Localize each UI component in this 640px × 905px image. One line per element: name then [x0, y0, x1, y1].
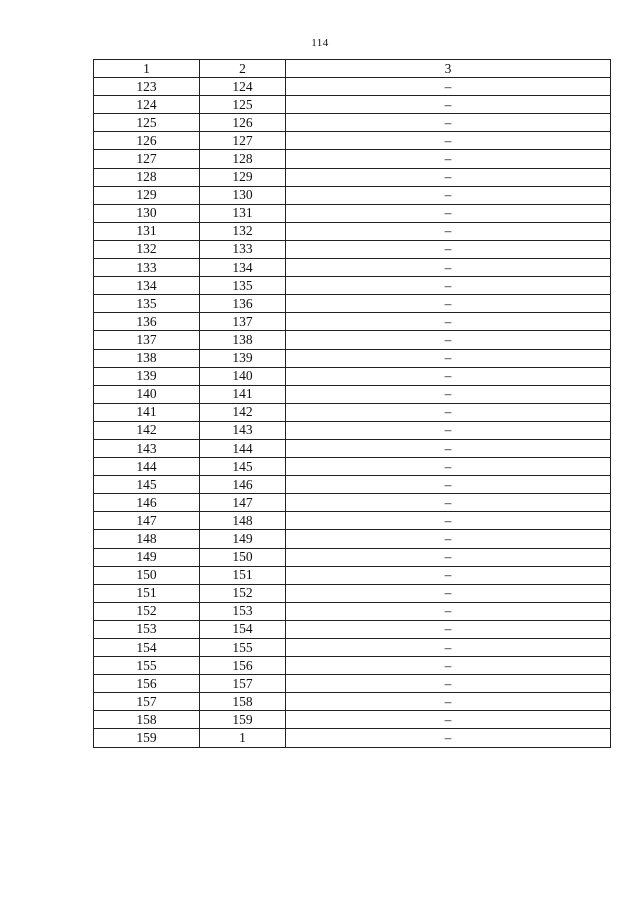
table-cell-col-1: 147: [94, 512, 200, 530]
table-cell-col-1: 133: [94, 259, 200, 277]
table-cell-col-2: 150: [200, 548, 286, 566]
table-cell-col-2: 140: [200, 367, 286, 385]
table-cell-col-3: –: [286, 530, 611, 548]
table-cell-col-1: 156: [94, 675, 200, 693]
table-cell-col-3: –: [286, 657, 611, 675]
table-row: [94, 729, 611, 747]
table-cell-col-3: –: [286, 403, 611, 421]
table-cell-col-2: 153: [200, 602, 286, 620]
table-cell-col-3: –: [286, 367, 611, 385]
table-cell-col-1: 154: [94, 639, 200, 657]
table-row: [94, 150, 611, 168]
table-cell-col-3: –: [286, 222, 611, 240]
table-cell-col-2: 131: [200, 204, 286, 222]
table-cell-col-2: 125: [200, 96, 286, 114]
table-row: [94, 403, 611, 421]
table-cell-col-3: –: [286, 114, 611, 132]
table-cell-col-1: 125: [94, 114, 200, 132]
table-cell-col-1: 124: [94, 96, 200, 114]
table-cell-col-3: –: [286, 548, 611, 566]
table-cell-col-1: 143: [94, 439, 200, 457]
table-cell-col-3: –: [286, 476, 611, 494]
table-cell-col-2: 137: [200, 313, 286, 331]
table-row: [94, 602, 611, 620]
table-cell-col-2: 158: [200, 693, 286, 711]
table-cell-col-2: 135: [200, 277, 286, 295]
table-cell-col-3: –: [286, 204, 611, 222]
table-cell-col-2: 152: [200, 584, 286, 602]
table-cell-col-3: –: [286, 693, 611, 711]
table-cell-col-3: –: [286, 729, 611, 747]
table-cell-col-1: 126: [94, 132, 200, 150]
table-cell-col-3: –: [286, 132, 611, 150]
table-cell-col-1: 148: [94, 530, 200, 548]
table-cell-col-1: 145: [94, 476, 200, 494]
table-cell-col-2: 1: [200, 729, 286, 747]
table-cell-col-1: 129: [94, 186, 200, 204]
table-row: [94, 259, 611, 277]
table-cell-col-2: 144: [200, 439, 286, 457]
table-cell-col-1: 132: [94, 240, 200, 258]
table-row: [94, 331, 611, 349]
table-cell-col-1: 158: [94, 711, 200, 729]
table-cell-col-2: 157: [200, 675, 286, 693]
table-cell-col-1: 130: [94, 204, 200, 222]
table-cell-col-1: 123: [94, 78, 200, 96]
table-row: [94, 240, 611, 258]
table-cell-col-2: 142: [200, 403, 286, 421]
table-cell-col-3: –: [286, 240, 611, 258]
table-row: [94, 168, 611, 186]
table-cell-col-2: 136: [200, 295, 286, 313]
table-cell-col-1: 159: [94, 729, 200, 747]
table-cell-col-2: 127: [200, 132, 286, 150]
table-row: [94, 421, 611, 439]
table-row: [94, 222, 611, 240]
table-row: [94, 711, 611, 729]
table-cell-col-3: –: [286, 566, 611, 584]
column-header-1: 1: [94, 60, 200, 78]
table-row: [94, 204, 611, 222]
table-cell-col-1: 136: [94, 313, 200, 331]
table-cell-col-1: 155: [94, 657, 200, 675]
table-cell-col-2: 139: [200, 349, 286, 367]
table-row: [94, 277, 611, 295]
table-cell-col-2: 124: [200, 78, 286, 96]
table-row: [94, 476, 611, 494]
data-table: [93, 59, 611, 748]
table-cell-col-1: 135: [94, 295, 200, 313]
table-header-row: [94, 60, 611, 78]
table-cell-col-3: –: [286, 439, 611, 457]
column-header-3: 3: [286, 60, 611, 78]
table-cell-col-1: 139: [94, 367, 200, 385]
table-cell-col-3: –: [286, 349, 611, 367]
table-cell-col-3: –: [286, 494, 611, 512]
table-cell-col-2: 147: [200, 494, 286, 512]
table-row: [94, 566, 611, 584]
table-cell-col-2: 156: [200, 657, 286, 675]
table-row: [94, 548, 611, 566]
table-cell-col-3: –: [286, 78, 611, 96]
table-cell-col-1: 144: [94, 458, 200, 476]
table-cell-col-2: 130: [200, 186, 286, 204]
table-cell-col-1: 146: [94, 494, 200, 512]
table-cell-col-2: 151: [200, 566, 286, 584]
table-cell-col-2: 134: [200, 259, 286, 277]
table-cell-col-3: –: [286, 602, 611, 620]
table-cell-col-1: 149: [94, 548, 200, 566]
table-row: [94, 458, 611, 476]
table-cell-col-3: –: [286, 675, 611, 693]
table-row: [94, 313, 611, 331]
table-row: [94, 657, 611, 675]
table-cell-col-3: –: [286, 259, 611, 277]
table-cell-col-2: 141: [200, 385, 286, 403]
table-cell-col-2: 128: [200, 150, 286, 168]
table-row: [94, 132, 611, 150]
table-cell-col-2: 154: [200, 620, 286, 638]
table-cell-col-3: –: [286, 711, 611, 729]
table-cell-col-1: 127: [94, 150, 200, 168]
table-row: [94, 114, 611, 132]
table-cell-col-3: –: [286, 150, 611, 168]
table-row: [94, 512, 611, 530]
table-cell-col-1: 152: [94, 602, 200, 620]
table-row: [94, 530, 611, 548]
table-cell-col-3: –: [286, 639, 611, 657]
table-cell-col-2: 155: [200, 639, 286, 657]
table-cell-col-1: 131: [94, 222, 200, 240]
table-row: [94, 349, 611, 367]
table-row: [94, 584, 611, 602]
table-cell-col-2: 145: [200, 458, 286, 476]
table-row: [94, 494, 611, 512]
table-cell-col-1: 142: [94, 421, 200, 439]
table-cell-col-1: 153: [94, 620, 200, 638]
table-cell-col-1: 151: [94, 584, 200, 602]
table-row: [94, 693, 611, 711]
table-cell-col-2: 143: [200, 421, 286, 439]
table-cell-col-3: –: [286, 584, 611, 602]
table-row: [94, 439, 611, 457]
table-cell-col-2: 148: [200, 512, 286, 530]
table-cell-col-3: –: [286, 96, 611, 114]
table-cell-col-3: –: [286, 295, 611, 313]
table-cell-col-1: 138: [94, 349, 200, 367]
table-row: [94, 675, 611, 693]
column-header-2: 2: [200, 60, 286, 78]
table-cell-col-2: 132: [200, 222, 286, 240]
table-body: [94, 78, 611, 747]
table-cell-col-3: –: [286, 458, 611, 476]
table-cell-col-3: –: [286, 620, 611, 638]
table-cell-col-3: –: [286, 421, 611, 439]
table-cell-col-2: 138: [200, 331, 286, 349]
table-cell-col-3: –: [286, 313, 611, 331]
table-row: [94, 96, 611, 114]
table-cell-col-1: 134: [94, 277, 200, 295]
table-row: [94, 385, 611, 403]
table-cell-col-3: –: [286, 512, 611, 530]
table-row: [94, 186, 611, 204]
table-row: [94, 620, 611, 638]
table-cell-col-3: –: [286, 331, 611, 349]
table-cell-col-1: 128: [94, 168, 200, 186]
table-cell-col-2: 159: [200, 711, 286, 729]
table-cell-col-1: 140: [94, 385, 200, 403]
table-cell-col-1: 150: [94, 566, 200, 584]
table-cell-col-2: 126: [200, 114, 286, 132]
table-cell-col-1: 137: [94, 331, 200, 349]
table-row: [94, 639, 611, 657]
table-cell-col-2: 149: [200, 530, 286, 548]
table-row: [94, 367, 611, 385]
page-number: 114: [311, 37, 329, 49]
table-cell-col-3: –: [286, 277, 611, 295]
table-cell-col-2: 129: [200, 168, 286, 186]
table-cell-col-2: 133: [200, 240, 286, 258]
table-cell-col-1: 141: [94, 403, 200, 421]
table-row: [94, 295, 611, 313]
table-cell-col-3: –: [286, 168, 611, 186]
table-row: [94, 78, 611, 96]
table-cell-col-3: –: [286, 186, 611, 204]
table-cell-col-1: 157: [94, 693, 200, 711]
table-cell-col-3: –: [286, 385, 611, 403]
table-cell-col-2: 146: [200, 476, 286, 494]
